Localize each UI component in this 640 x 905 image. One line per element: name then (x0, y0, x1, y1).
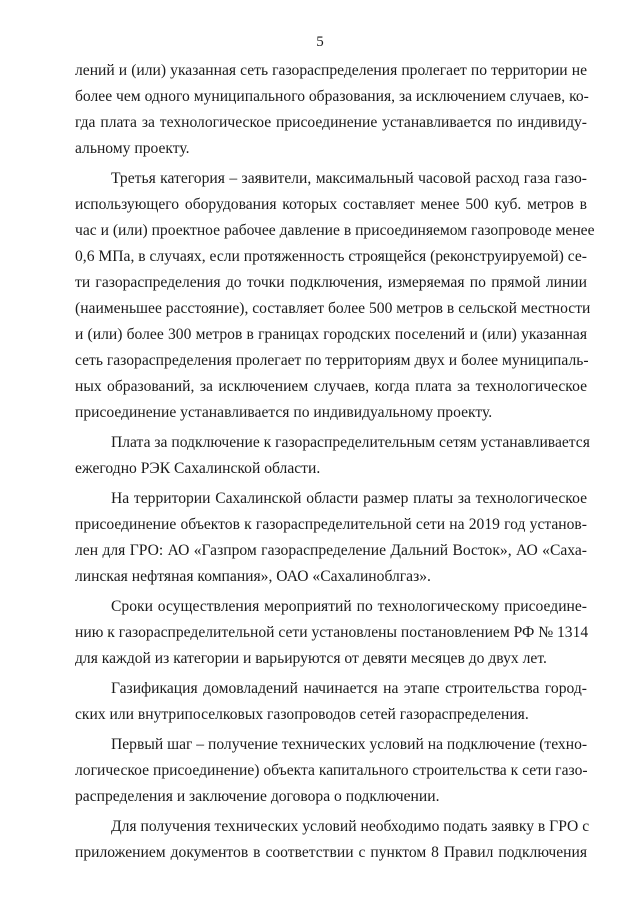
text-line: Газификация домовладений начинается на этапе строительства город- (111, 680, 587, 697)
text-line: альному проекту. (75, 140, 190, 157)
text-line: более чем одного муниципального образования, за исключением случаев, ко- (75, 88, 589, 105)
text-line: лен для ГРО: АО «Газпром газораспределение Дальний Восток», АО «Саха- (75, 542, 587, 559)
text-line: линская нефтяная компания», ОАО «Сахалиноблгаз». (75, 568, 431, 585)
text-line: час и (или) проектное рабочее давление в присоединяемом газопроводе менее (75, 222, 595, 239)
text-line: (наименьшее расстояние), составляет более 500 метров в сельской местности (75, 300, 591, 317)
text-line: ных образований, за исключением случаев, когда плата за технологическое (75, 378, 587, 395)
page-number: 5 (316, 34, 324, 50)
text-line: ских или внутрипоселковых газопроводов сетей газораспределения. (75, 706, 529, 723)
text-line: лений и (или) указанная сеть газораспределения пролегает по территории не (75, 62, 587, 79)
text-line: присоединение устанавливается по индивидуальному проекту. (75, 404, 493, 421)
text-line: Третья категория – заявители, максимальный часовой расход газа газо- (111, 170, 587, 187)
text-line: распределения и заключение договора о подключении. (75, 788, 440, 805)
text-line: нию к газораспределительной сети установлены постановлением РФ № 1314 (75, 624, 589, 641)
text-line: для каждой из категории и варьируются от девяти месяцев до двух лет. (75, 650, 547, 667)
text-line: ти газораспределения до точки подключения, измеряемая по прямой линии (75, 274, 587, 291)
text-line: и (или) более 300 метров в границах городских поселений и (или) указанная (75, 326, 587, 343)
text-line: гда плата за технологическое присоединение устанавливается по индивиду- (75, 114, 587, 131)
text-line: логическое присоединение) объекта капитального строительства к сети газо- (75, 762, 588, 779)
text-line: На территории Сахалинской области размер платы за технологическое (111, 490, 587, 507)
text-line: Для получения технических условий необходимо подать заявку в ГРО с (111, 818, 590, 835)
text-line: Сроки осуществления мероприятий по технологическому присоедине- (111, 598, 587, 615)
text-line: использующего оборудования которых составляет менее 500 куб. метров в (75, 196, 587, 213)
text-line: Первый шаг – получение технических условий на подключение (техно- (111, 736, 588, 753)
text-line: ежегодно РЭК Сахалинской области. (75, 460, 321, 477)
text-line: 0,6 МПа, в случаях, если протяженность строящейся (реконструируемой) се- (75, 248, 587, 265)
text-line: Плата за подключение к газораспределительным сетям устанавливается (111, 434, 590, 451)
text-line: присоединение объектов к газораспределительной сети на 2019 год установ- (75, 516, 587, 533)
text-line: приложением документов в соответствии с пунктом 8 Правил подключения (75, 844, 587, 861)
text-line: сеть газораспределения пролегает по территориям двух и более муниципаль- (75, 352, 589, 369)
